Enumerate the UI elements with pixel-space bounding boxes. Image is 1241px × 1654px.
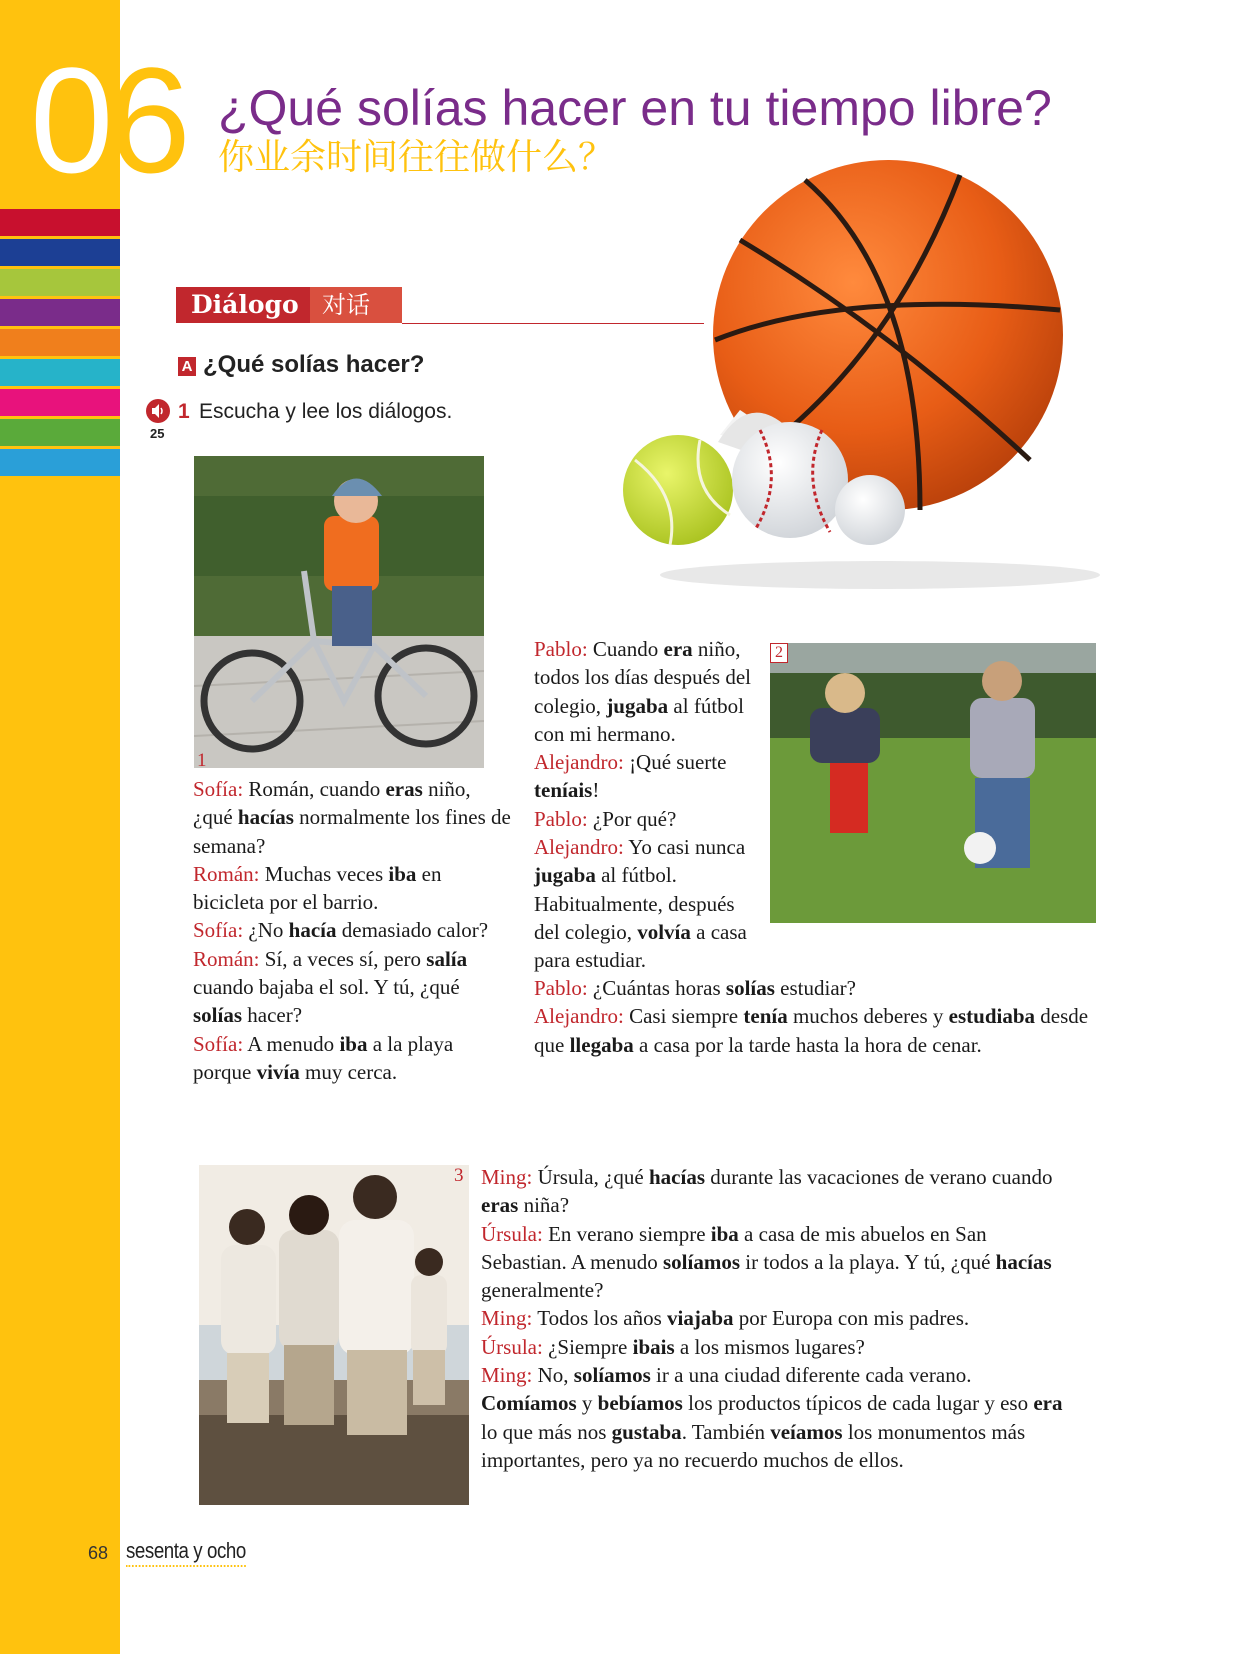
speaker-name: Ming: (481, 1165, 533, 1189)
color-stripe (0, 299, 120, 326)
verb-highlight: iba (388, 861, 417, 886)
child-bicycle-photo (194, 456, 484, 768)
speaker-name: Sofía: (193, 777, 244, 801)
photo-caption-3: 3 (454, 1165, 464, 1186)
color-stripe (0, 419, 120, 446)
speaker-name: Pablo: (534, 976, 588, 1000)
verb-highlight: iba (710, 1221, 739, 1246)
verb-highlight: eras (481, 1193, 519, 1218)
dialog-text: En verano siempre (548, 1221, 711, 1246)
dialog-text: los productos típicos de cada lugar y eso (682, 1391, 1034, 1416)
verb-highlight: veíamos (770, 1419, 843, 1444)
speaker-name: Román: (193, 861, 260, 886)
exercise-number: 1 (178, 400, 190, 423)
dialog-2-text (534, 635, 764, 975)
verb-highlight: ibais (632, 1334, 675, 1359)
speaker-name: Úrsula: (481, 1334, 543, 1359)
dialog-text: al fútbol. Habitualmente, después del colegio, (534, 863, 735, 944)
dialog-text: niña? (518, 1193, 570, 1218)
verb-highlight: iba (339, 1031, 368, 1056)
dialog-text: a la playa porque (193, 1031, 454, 1084)
dialog-line (534, 635, 764, 748)
page-number-words: sesenta y ocho (126, 1538, 246, 1567)
speaker-name: Alejandro: (534, 1004, 624, 1029)
dialog-text: A menudo (247, 1031, 340, 1056)
dialog-text: niño, ¿qué (193, 777, 471, 830)
dialog-text: ¡Qué suerte (629, 750, 727, 775)
dialog-text: estudiar? (774, 976, 856, 1000)
speaker-name: Sofía: (193, 918, 244, 943)
speaker-name: Alejandro: (534, 835, 624, 860)
verb-highlight: hacías (995, 1249, 1052, 1274)
dialog-line (193, 1030, 513, 1087)
dialog-line (534, 974, 1104, 1002)
verb-highlight: jugaba (606, 693, 669, 718)
dialog-text: demasiado calor? (336, 918, 489, 943)
verb-highlight: solías (725, 976, 775, 1000)
dialog-2-continued-text (534, 974, 1104, 1059)
verb-highlight: llegaba (569, 1032, 634, 1057)
dialog-line (481, 1163, 1071, 1220)
verb-highlight: solíamos (663, 1249, 741, 1274)
verb-highlight: salía (426, 946, 468, 971)
speaker-name: Pablo: (534, 806, 588, 831)
color-stripe (0, 359, 120, 386)
dialog-line (193, 945, 513, 1030)
verb-highlight: jugaba (534, 863, 596, 888)
verb-highlight: bebíamos (597, 1391, 683, 1416)
color-stripe (0, 389, 120, 416)
dialog-line (481, 1361, 1071, 1474)
section-title-chinese: 对话 (322, 291, 370, 319)
sports-balls-image (590, 160, 1110, 600)
photo-caption-2: 2 (770, 643, 788, 663)
verb-highlight: hacía (288, 918, 337, 943)
dialog-line (534, 1002, 1104, 1059)
speaker-name: Sofía: (193, 1031, 244, 1056)
verb-highlight: vivía (256, 1059, 300, 1084)
speaker-name: Ming: (481, 1363, 533, 1388)
dialog-text: cuando bajaba el sol. Y tú, ¿qué (193, 975, 460, 1000)
dialog-line (193, 916, 513, 944)
verb-highlight: viajaba (667, 1306, 734, 1331)
color-stripe (0, 269, 120, 296)
dialog-line (534, 748, 764, 805)
dialog-text: Cuando (592, 637, 664, 661)
dialog-text: muchos deberes y (787, 1004, 949, 1029)
dialog-text: ir todos a la playa. Y tú, ¿qué (740, 1249, 996, 1274)
dialog-text: al fútbol con mi hermano. (534, 693, 744, 746)
verb-highlight: hacías (237, 805, 294, 830)
dialog-text: hacer? (242, 1003, 303, 1028)
dialog-text: No, (537, 1363, 574, 1388)
dialog-line (481, 1333, 1071, 1361)
dialog-text: en bicicleta por el barrio. (193, 861, 442, 915)
speaker-name: Ming: (481, 1306, 533, 1331)
dialog-text: Sí, a veces sí, pero (264, 946, 427, 971)
dialog-text: los monumentos más importantes, pero ya no recuerdo muchos de ellos. (481, 1419, 1026, 1472)
dialog-line (481, 1304, 1071, 1332)
dialog-text: a casa para estudiar. (534, 919, 747, 973)
dialog-line (193, 775, 513, 860)
audio-speaker-icon[interactable] (146, 399, 170, 423)
dialog-text: desde que (534, 1004, 1089, 1057)
dialog-text: Todos los años (537, 1306, 668, 1331)
subsection-title: ¿Qué solías hacer? (203, 351, 425, 378)
dialog-line (534, 833, 764, 974)
verb-highlight: era (663, 637, 693, 661)
color-stripe (0, 449, 120, 476)
speaker-name: Román: (193, 946, 260, 971)
dialog-line (481, 1220, 1071, 1305)
dialog-text: Casi siempre (629, 1004, 744, 1029)
dialog-text: muy cerca. (299, 1059, 398, 1084)
dialog-text: Yo casi nunca (628, 835, 746, 860)
dialog-text: ¿Siempre (548, 1334, 633, 1359)
verb-highlight: volvía (637, 919, 691, 944)
dialog-line (193, 860, 513, 917)
verb-highlight: solías (193, 1003, 243, 1028)
verb-highlight: hacías (648, 1165, 705, 1189)
dialog-text: niño, todos los días después del colegio, (534, 637, 751, 718)
dialog-text: durante las vacaciones de verano cuando (705, 1165, 1053, 1189)
dialog-text: a casa por la tarde hasta la hora de cenar. (633, 1032, 982, 1057)
kids-soccer-photo (770, 643, 1096, 923)
dialog-text: normalmente los fines de semana? (193, 805, 511, 858)
exercise-instruction: Escucha y lee los diálogos. (199, 400, 453, 423)
dialog-text: Román, cuando (248, 777, 386, 801)
verb-highlight: era (1033, 1391, 1063, 1416)
dialog-text: Úrsula, ¿qué (537, 1165, 649, 1189)
dialog-3-text (481, 1163, 1071, 1474)
verb-highlight: solíamos (573, 1363, 651, 1388)
dialog-text: y (576, 1391, 598, 1416)
color-stripe (0, 209, 120, 236)
dialog-text: ¿Por qué? (592, 806, 677, 831)
page-number: 68 (88, 1543, 109, 1563)
dialog-text: lo que más nos (481, 1419, 612, 1444)
speaker-name: Úrsula: (481, 1221, 543, 1246)
color-stripe (0, 239, 120, 266)
section-rule (402, 323, 704, 324)
dialog-text: generalmente? (481, 1278, 604, 1303)
subsection-letter: A (178, 357, 196, 376)
verb-highlight: Comíamos (481, 1391, 577, 1416)
verb-highlight: estudiaba (948, 1004, 1036, 1029)
section-title: Diálogo (191, 290, 299, 319)
dialog-text: ¿Cuántas horas (592, 976, 726, 1000)
dialog-text: ! (592, 778, 600, 803)
dialog-text: ¿No (248, 918, 289, 943)
dialog-line (534, 805, 764, 833)
verb-highlight: tenía (743, 1004, 788, 1029)
page-title-chinese: 你业余时间往往做什么？ (218, 137, 615, 178)
family-beach-photo (199, 1165, 469, 1505)
photo-caption-1: 1 (197, 750, 207, 771)
verb-highlight: teníais (534, 778, 593, 803)
dialog-text: ir a una ciudad diferente cada verano. (650, 1363, 972, 1388)
audio-track-number: 25 (150, 426, 165, 441)
dialog-text: . También (681, 1419, 771, 1444)
unit-number: 06 (30, 36, 185, 204)
page-title: ¿Qué solías hacer en tu tiempo libre? (218, 80, 1052, 136)
dialog-text: Muchas veces (264, 861, 389, 886)
dialog-text: por Europa con mis padres. (733, 1306, 970, 1331)
verb-highlight: gustaba (611, 1419, 682, 1444)
verb-highlight: eras (385, 777, 423, 801)
speaker-name: Alejandro: (534, 750, 624, 775)
dialog-text: a casa de mis abuelos en San Sebastian. A menudo (481, 1221, 987, 1274)
color-stripe (0, 329, 120, 356)
dialog-1-text (193, 775, 513, 1086)
speaker-name: Pablo: (534, 637, 588, 661)
dialog-text: a los mismos lugares? (674, 1334, 865, 1359)
